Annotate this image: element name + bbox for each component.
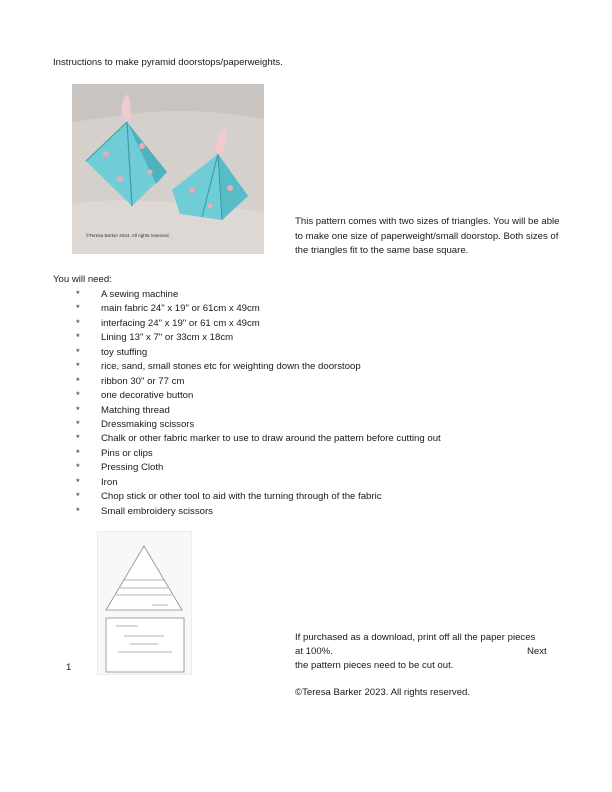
doorstop-photo-image: [72, 84, 264, 254]
bullet: *: [76, 346, 80, 358]
list-item-text: main fabric 24" x 19" or 61cm x 49cm: [101, 303, 260, 315]
needs-heading: You will need:: [53, 274, 112, 285]
pattern-pieces-image: [98, 532, 191, 674]
bullet: *: [76, 332, 80, 344]
download-instructions-line-1: If purchased as a download, print off all the paper pieces: [295, 632, 536, 643]
bullet: *: [76, 289, 80, 300]
list-item-text: Chalk or other fabric marker to use to draw around the pattern before cutting out: [101, 433, 441, 445]
page-number: 1: [66, 662, 72, 673]
download-instructions-line-3: the pattern pieces need to be cut out.: [295, 660, 454, 671]
bullet: *: [76, 476, 80, 488]
list-item-text: interfacing 24" x 19" or 61 cm x 49cm: [101, 317, 260, 329]
bullet: *: [76, 491, 80, 503]
bullet: *: [76, 462, 80, 474]
list-item-text: Pins or clips: [101, 447, 153, 459]
bullet: *: [76, 390, 80, 402]
list-item-text: Small embroidery scissors: [101, 505, 213, 517]
list-item-text: one decorative button: [101, 390, 194, 402]
bullet: *: [76, 317, 80, 329]
bullet: *: [76, 418, 80, 430]
bullet: *: [76, 375, 80, 387]
bullet: *: [76, 433, 80, 445]
list-item-text: rice, sand, small stones etc for weighting down the doorstoop: [101, 361, 361, 373]
pattern-info: This pattern comes with two sizes of triangles. You will be able to make one size of paperweight/small doorstop. Both sizes of the triangles fit to the same base square.: [295, 216, 560, 256]
list-item-text: Matching thread: [101, 404, 170, 416]
doorstop-photo: [72, 84, 264, 254]
list-item-text: Iron: [101, 476, 118, 488]
copyright-notice: ©Teresa Barker 2023. All rights reserved.: [295, 687, 471, 698]
list-item-text: A sewing machine: [101, 289, 179, 300]
download-instructions-line-2: at 100%.: [295, 646, 333, 657]
list-item-text: Chop stick or other tool to aid with the turning through of the fabric: [101, 491, 382, 503]
photo-caption: ©Teresa Barker 2024. All rights reserved.: [86, 233, 170, 238]
download-instructions-next: Next: [527, 646, 547, 657]
list-item-text: Lining 13" x 7" or 33cm x 18cm: [101, 332, 234, 344]
bullet: *: [76, 361, 80, 373]
bullet: *: [76, 447, 80, 459]
list-item-text: toy stuffing: [101, 346, 148, 358]
intro-heading: Instructions to make pyramid doorstops/paperweights.: [53, 57, 283, 68]
list-item-text: Dressmaking scissors: [101, 418, 195, 430]
list-item-text: Pressing Cloth: [101, 462, 164, 474]
list-item-text: ribbon 30" or 77 cm: [101, 375, 185, 387]
bullet: *: [76, 303, 80, 315]
pattern-pieces-thumbnail: [97, 531, 192, 675]
bullet: *: [76, 505, 80, 517]
bullet: *: [76, 404, 80, 416]
